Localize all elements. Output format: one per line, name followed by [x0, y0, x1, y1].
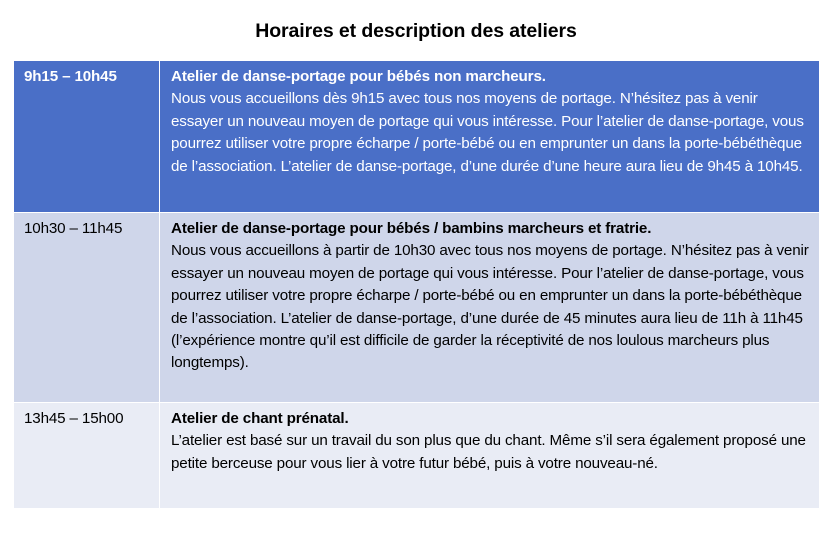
- workshop-description: Nous vous accueillons dès 9h15 avec tous nos moyens de portage. N’hésitez pas à venir essayer un nouveau moyen de portage qui vous intéresse. Pour l’atelier de danse-portage, vous pourrez utiliser votre propre écharpe / porte-bébé ou en emprunter un dans la porte-bébéthèque de l’association. L’atelier de danse-portage, d’une durée d’une heure aura lieu de 9h45 à 10h45.: [171, 90, 804, 175]
- table-row: [14, 61, 820, 213]
- workshop-description: L’atelier est basé sur un travail du son plus que du chant. Même s’il sera également proposé une petite berceuse pour vous lier à votre futur bébé, puis à votre nouveau-né.: [171, 432, 806, 472]
- workshop-title: Atelier de danse-portage pour bébés non marcheurs.: [171, 68, 546, 85]
- workshop-time: 13h45 – 15h00: [14, 403, 160, 509]
- workshop-cell: [160, 213, 820, 403]
- workshop-time: 9h15 – 10h45: [14, 61, 160, 213]
- workshop-time: 10h30 – 11h45: [14, 213, 160, 403]
- workshop-cell: [160, 403, 820, 509]
- workshop-cell: [160, 61, 820, 213]
- table-row: [14, 403, 820, 509]
- schedule-table: [13, 60, 820, 509]
- workshop-title: Atelier de chant prénatal.: [171, 410, 349, 427]
- workshop-description: Nous vous accueillons à partir de 10h30 avec tous nos moyens de portage. N’hésitez pas à venir essayer un nouveau moyen de portage qui vous intéresse. Pour l’atelier de danse-portage, vous pourrez utiliser votre propre écharpe / porte-bébé ou en emprunter un dans la porte-bébéthèque de l’association. L’atelier de danse-portage, d’une durée de 45 minutes aura lieu de 11h à 11h45 (l’expérience montre qu’il est difficile de garder la réceptivité de nos loulous marcheurs plus longtemps).: [171, 242, 809, 372]
- page-title: Horaires et description des ateliers: [255, 20, 577, 42]
- workshop-title: Atelier de danse-portage pour bébés / bambins marcheurs et fratrie.: [171, 220, 652, 237]
- table-row: [14, 213, 820, 403]
